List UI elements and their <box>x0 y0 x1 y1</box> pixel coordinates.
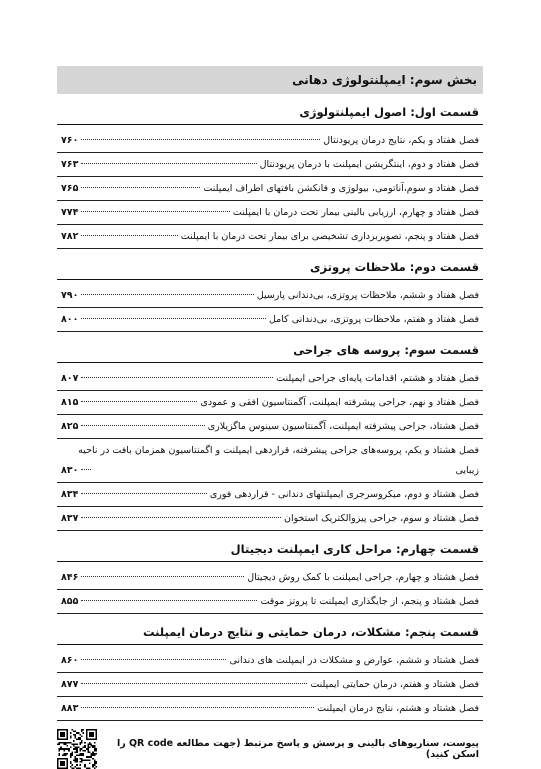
dot-leader <box>81 139 320 140</box>
page-number: ۷۶۳ <box>61 159 79 170</box>
page-number: ۸۵۵ <box>61 596 79 607</box>
page-number: ۸۳۷ <box>61 513 79 524</box>
page-number: ۸۱۵ <box>61 397 79 408</box>
toc-entry[interactable] <box>57 415 483 439</box>
page-number: ۸۰۰ <box>61 314 79 325</box>
page-number: ۷۸۲ <box>61 231 79 242</box>
toc-entry-title: فصل هشتاد، جراحی پیشرفته ایمپلنت، آگمنتاسیون سینوس ماگزیلاری <box>207 421 479 432</box>
toc-entry[interactable] <box>57 483 483 507</box>
section-title: قسمت چهارم: مراحل کاری ایمپلنت دیجیتال <box>57 537 483 562</box>
toc-entry-title: فصل هشتاد و هشتم، نتایج درمان ایمپلنت <box>317 703 479 714</box>
appendix-row <box>57 729 483 769</box>
dot-leader <box>81 425 204 426</box>
toc-entry[interactable] <box>57 697 483 721</box>
toc-entry-title: فصل هفتاد و نهم، جراحی پیشرفته ایمپلنت، آگمنتاسیون افقی و عمودی <box>200 397 479 408</box>
toc-entry[interactable] <box>57 673 483 697</box>
table-of-contents <box>57 66 483 769</box>
appendix-text: پیوست، سناریوهای بالینی و پرسش و پاسخ مرتبط (جهت مطالعه QR code را اسکن کنید) <box>116 738 479 760</box>
dot-leader <box>81 187 200 188</box>
dot-leader <box>81 576 244 577</box>
toc-entry-title: فصل هفتاد و سوم،آناتومی، بیولوژی و فانکشن بافتهای اطراف ایمپلنت <box>203 183 479 194</box>
page-number: ۸۰۷ <box>61 373 79 384</box>
section-title: قسمت اول: اصول ایمپلنتولوژی <box>57 100 483 125</box>
toc-entry[interactable] <box>57 153 483 177</box>
toc-entry-title: فصل هفتاد و چهارم، ارزیابی بالینی بیمار تحت درمان با ایمپلنت <box>232 207 479 218</box>
dot-leader <box>81 377 273 378</box>
dot-leader <box>81 318 266 319</box>
dot-leader <box>81 294 253 295</box>
toc-entry-title: فصل هشتاد و هفتم، درمان حمایتی ایمپلنت <box>310 679 479 690</box>
toc-entry[interactable] <box>57 284 483 308</box>
page-number: ۸۸۳ <box>61 703 79 714</box>
toc-entry[interactable] <box>57 391 483 415</box>
toc-entry-title: فصل هفتاد و هفتم، ملاحظات پروتزی، بی‌دندانی کامل <box>268 314 479 325</box>
toc-entry[interactable] <box>57 177 483 201</box>
toc-entry-title-continued: زیبایی <box>455 465 479 476</box>
toc-entry-title: فصل هشتاد و ششم، عوارض و مشکلات در ایمپلنت های دندانی <box>229 655 479 666</box>
dot-leader <box>81 683 307 684</box>
toc-entry-title: فصل هشتاد و پنجم، از جایگذاری ایمپلنت تا پروتز موقت <box>260 596 479 607</box>
toc-entry[interactable] <box>57 566 483 590</box>
toc-entry[interactable] <box>57 367 483 391</box>
toc-entry[interactable] <box>57 201 483 225</box>
page-number: ۸۶۰ <box>61 655 79 666</box>
toc-entry[interactable] <box>57 439 483 483</box>
part-title: بخش سوم: ایمپلنتولوژی دهانی <box>57 66 483 94</box>
toc-entry-continuation <box>61 461 479 481</box>
toc-entry-title: فصل هفتاد و پنجم، تصویربرداری تشخیصی برای بیمار تحت درمان با ایمپلنت <box>180 231 479 242</box>
toc-entry-title: فصل هفتاد و دوم، اینتگریشن ایمپلنت با درمان پریودنتال <box>259 159 479 170</box>
toc-entry[interactable] <box>57 507 483 531</box>
toc-entry[interactable] <box>57 590 483 614</box>
toc-entry-title: فصل هشتاد و چهارم، جراحی ایمپلنت با کمک روش دیجیتال <box>247 572 479 583</box>
page-number: ۷۶۰ <box>61 135 79 146</box>
dot-leader <box>81 493 206 494</box>
page-number: ۸۳۰ <box>61 465 79 476</box>
page-number: ۸۳۴ <box>61 489 79 500</box>
dot-leader <box>81 401 197 402</box>
page-number: ۷۶۵ <box>61 183 79 194</box>
toc-entry-title: فصل هشتاد و یکم، پروسه‌های جراحی پیشرفته، قراردهی ایمپلنت و اگمنتاسیون همزمان بافت در ناحیه <box>78 445 479 456</box>
toc-entry-title: فصل هشتاد و سوم، جراحی پیزوالکتریک استخوان <box>283 513 479 524</box>
page-number: ۸۷۷ <box>61 679 79 690</box>
toc-entry-title: فصل هفتاد و یکم، نتایج درمان پریودنتال <box>323 135 479 146</box>
toc-entry-title: فصل هفتاد و ششم، ملاحظات پروتزی، بی‌دندانی پارسیل <box>256 290 479 301</box>
page-number: ۸۴۶ <box>61 572 79 583</box>
page-number: ۷۷۴ <box>61 207 79 218</box>
dot-leader <box>81 469 91 470</box>
toc-entry[interactable] <box>57 225 483 249</box>
toc-entry[interactable] <box>57 129 483 153</box>
toc-entry-title: فصل هفتاد و هشتم، اقدامات پایه‌ای جراحی ایمپلنت <box>276 373 479 384</box>
dot-leader <box>81 235 177 236</box>
section-title: قسمت پنجم: مشکلات، درمان حمایتی و نتایج درمان ایمپلنت <box>57 620 483 645</box>
toc-entry-title: فصل هشتاد و دوم، میکروسرجری ایمپلنتهای دندانی - قراردهی فوری <box>209 489 479 500</box>
dot-leader <box>81 517 281 518</box>
dot-leader <box>81 707 314 708</box>
dot-leader <box>81 211 229 212</box>
section-title: قسمت دوم: ملاحظات پروتزی <box>57 255 483 280</box>
section-title: قسمت سوم: پروسه های جراحی <box>57 338 483 363</box>
dot-leader <box>81 163 256 164</box>
qr-code-icon[interactable] <box>57 729 97 769</box>
page-number: ۸۲۵ <box>61 421 79 432</box>
sections-container <box>57 100 483 721</box>
dot-leader <box>81 659 226 660</box>
toc-entry[interactable] <box>57 308 483 332</box>
toc-entry[interactable] <box>57 649 483 673</box>
page-number: ۷۹۰ <box>61 290 79 301</box>
dot-leader <box>81 600 257 601</box>
